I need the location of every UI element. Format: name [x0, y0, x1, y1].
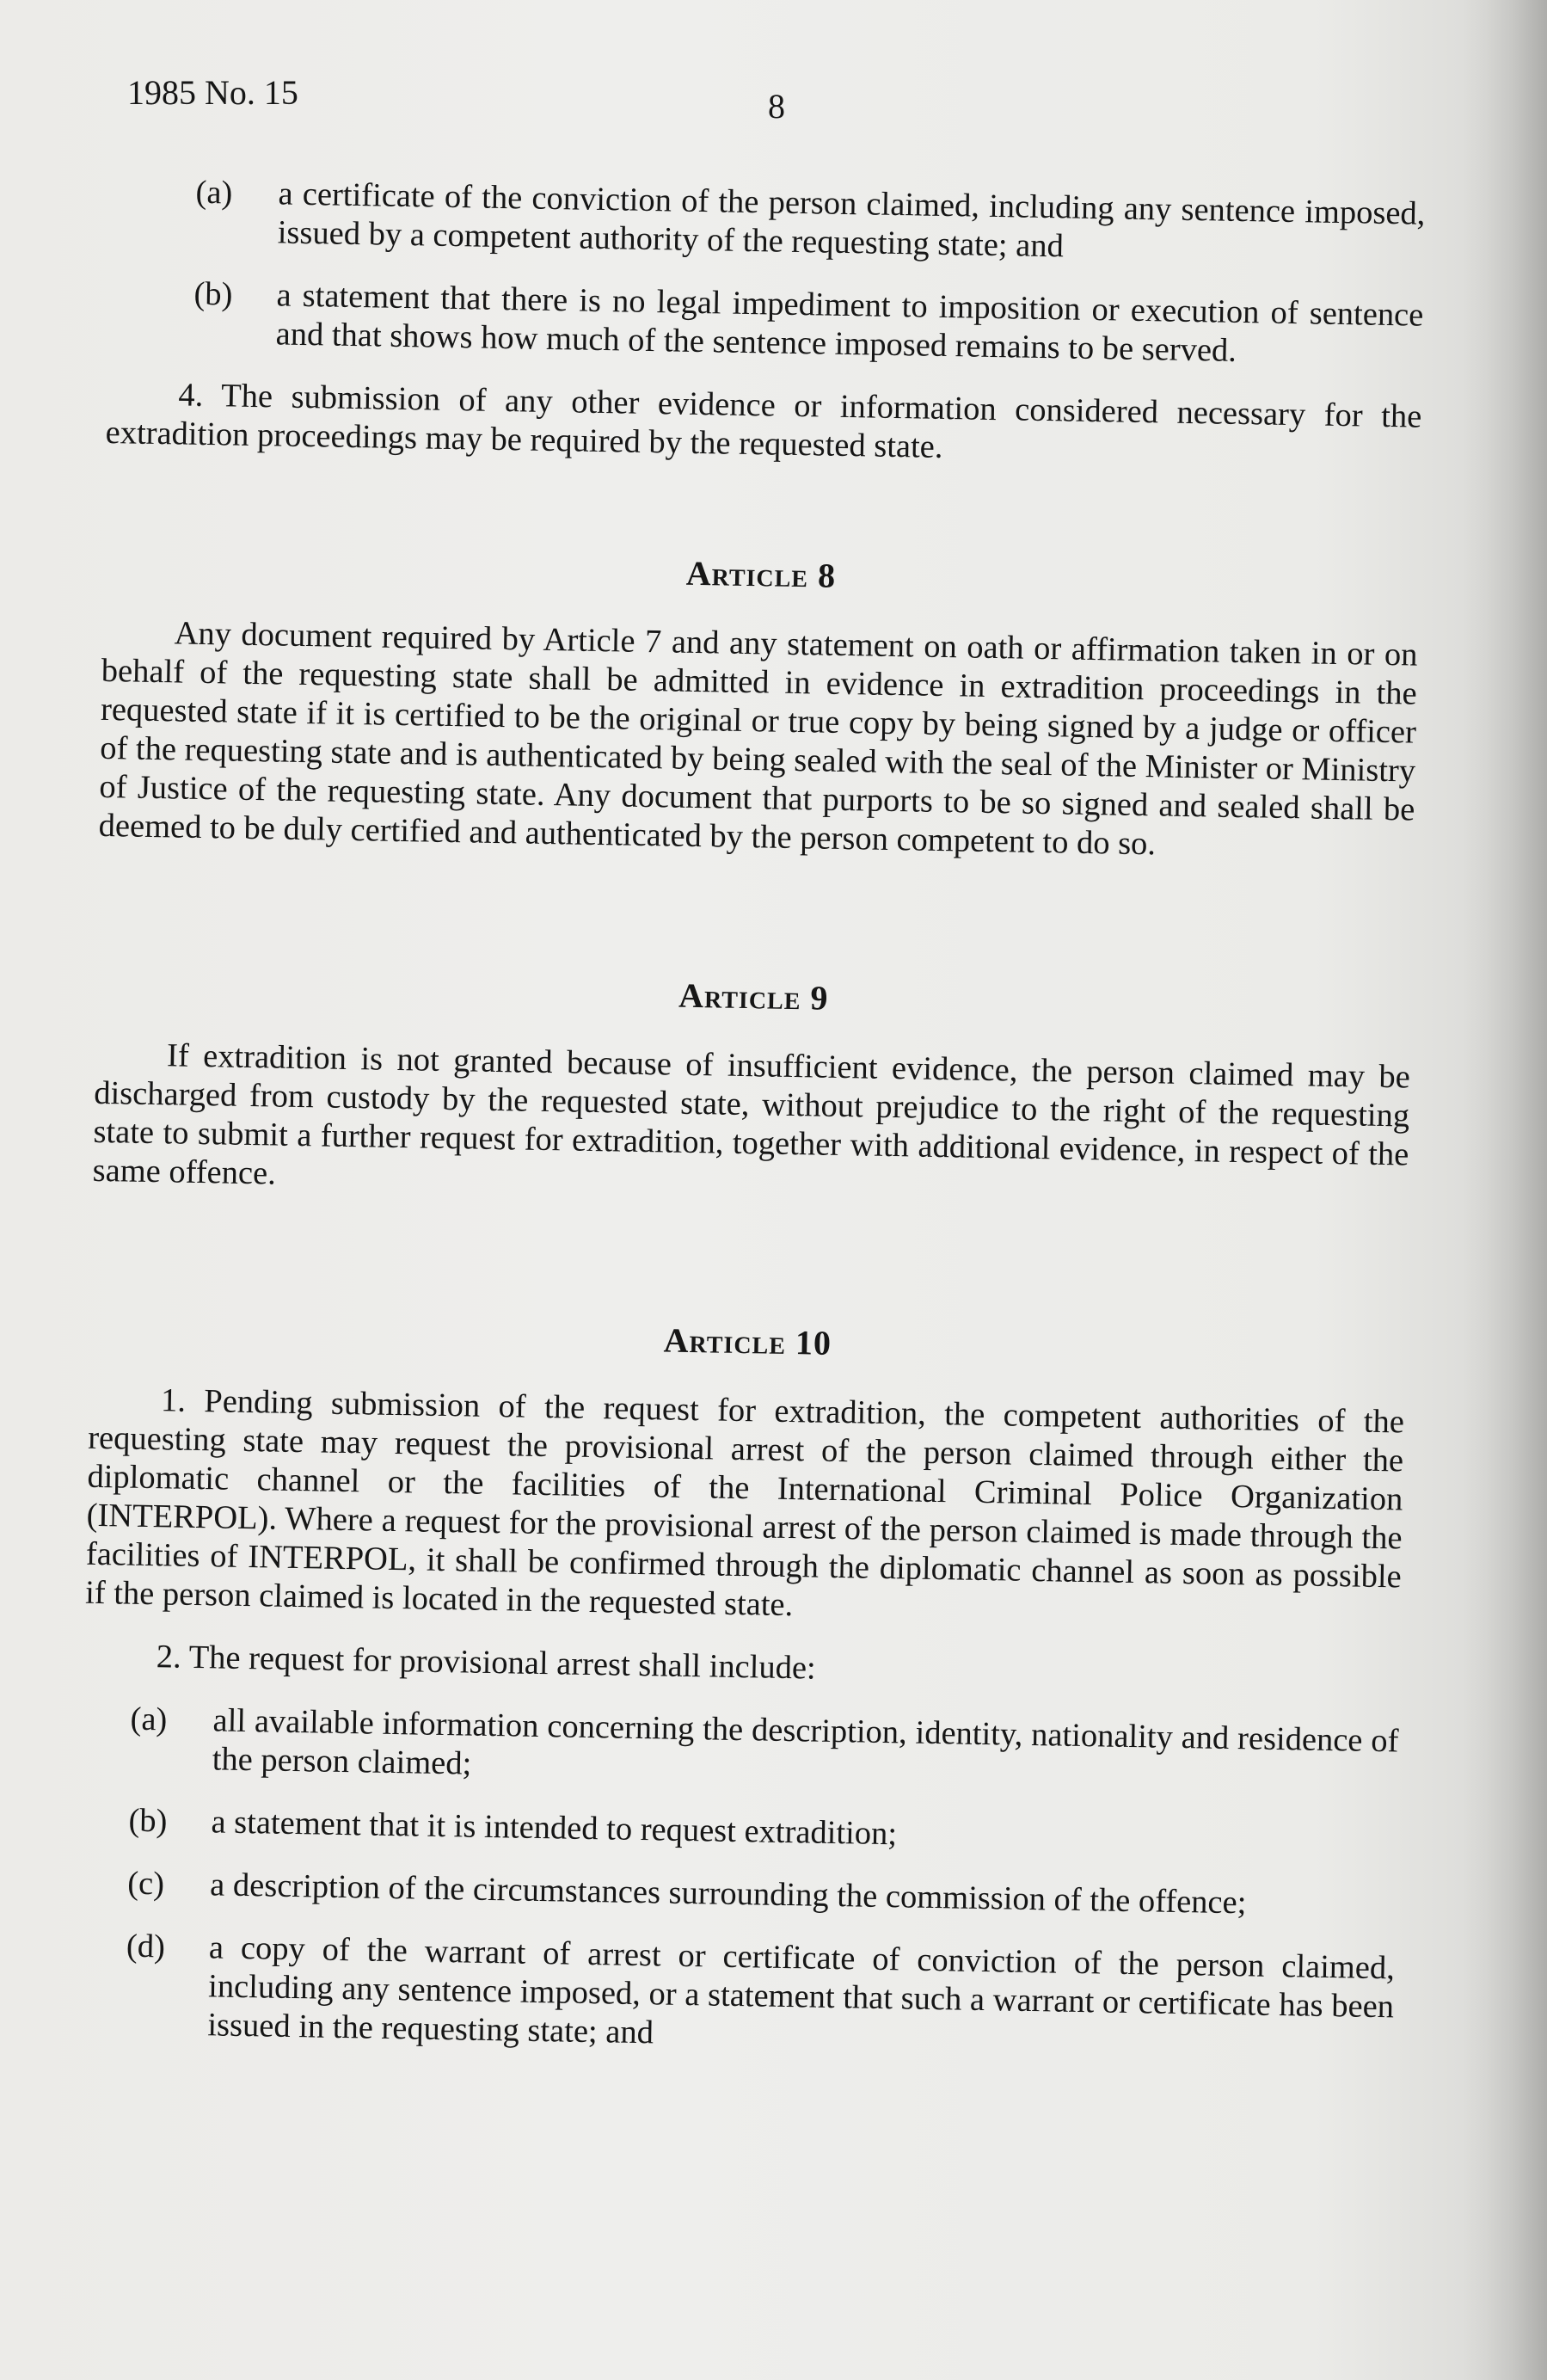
item-text: a statement that it is intended to request extradition; — [211, 1804, 898, 1853]
list-item — [81, 1801, 1397, 1863]
article-8-text: Any document required by Article 7 and any statement on oath or affirmation taken in or on behalf of the requesting state shall be admitted in evidence in extradition proceedings in the requested state if it is certified to be the original or true copy by being signed by a judge or officer of the requesting state and is authenticated by being sealed with the seal of the Minister or Ministry of Justice of the requesting state. Any document that purports to be so signed and sealed shall be deemed to be duly certified and authenticated by the person competent to do so. — [98, 615, 1418, 863]
item-label: (a) — [130, 1700, 168, 1738]
item-text: a description of the circumstances surrounding the commission of the offence; — [209, 1866, 1247, 1922]
article-9-heading: Article 9 — [678, 975, 829, 1018]
item-text: a copy of the warrant of arrest or certificate of conviction of the person claimed, including any sentence imposed, or a statement that such a warrant or certificate has been issued in the requesting state; and — [207, 1929, 1396, 2051]
paragraph-4: 4. The submission of any other evidence or information considered necessary for the extradition proceedings may be required by the requested state. — [105, 377, 1422, 465]
item-label: (b) — [128, 1802, 168, 1840]
item-label: (a) — [195, 174, 233, 212]
article-9-text: If extradition is not granted because of insufficient evidence, the person claimed may be discharged from custody by the requested state, without prejudice to the right of the requesting state to submit a further request for extradition, together with additional evidence, in respect of the same offence. — [92, 1037, 1411, 1192]
item-text: all available information concerning the description, identity, nationality and residence of the person claimed; — [212, 1702, 1399, 1782]
header-citation: 1985 No. 15 — [127, 73, 298, 112]
page-edge-shadow — [1461, 0, 1547, 2380]
list-item — [107, 274, 1423, 374]
list-item — [108, 172, 1425, 273]
item-text: a statement that there is no legal impediment to imposition or execution of sentence and that shows how much of the sentence imposed remains to be served. — [275, 277, 1424, 369]
list-item — [80, 1864, 1397, 1926]
item-label: (b) — [193, 275, 233, 313]
article-8-heading: Article 8 — [685, 553, 837, 595]
item-label: (d) — [126, 1928, 166, 1965]
list-item — [82, 1700, 1398, 1800]
article-10-paragraph-1: 1. Pending submission of the request for extradition, the competent authorities of the requesting state may request the provisional arrest of the person claimed through either the diplomatic channel or the facilities of the International Criminal Police Organization (INTERPOL). Where a request for the provisional arrest of the person claimed is made through the facilities of INTERPOL, it shall be confirmed through the diplomatic channel as soon as possible if the person claimed is located in the requested state. — [84, 1382, 1405, 1624]
document-body — [77, 172, 1426, 2089]
article-10-paragraph-2: 2. The request for provisional arrest shall include: — [156, 1639, 817, 1687]
article-10-heading: Article 10 — [663, 1320, 832, 1362]
list-item — [77, 1927, 1395, 2066]
page-number: 8 — [768, 87, 785, 126]
item-label: (c) — [126, 1865, 165, 1903]
item-text: a certificate of the conviction of the person claimed, including any sentence imposed, issued by a competent authority of the requesting state; and — [277, 175, 1426, 265]
